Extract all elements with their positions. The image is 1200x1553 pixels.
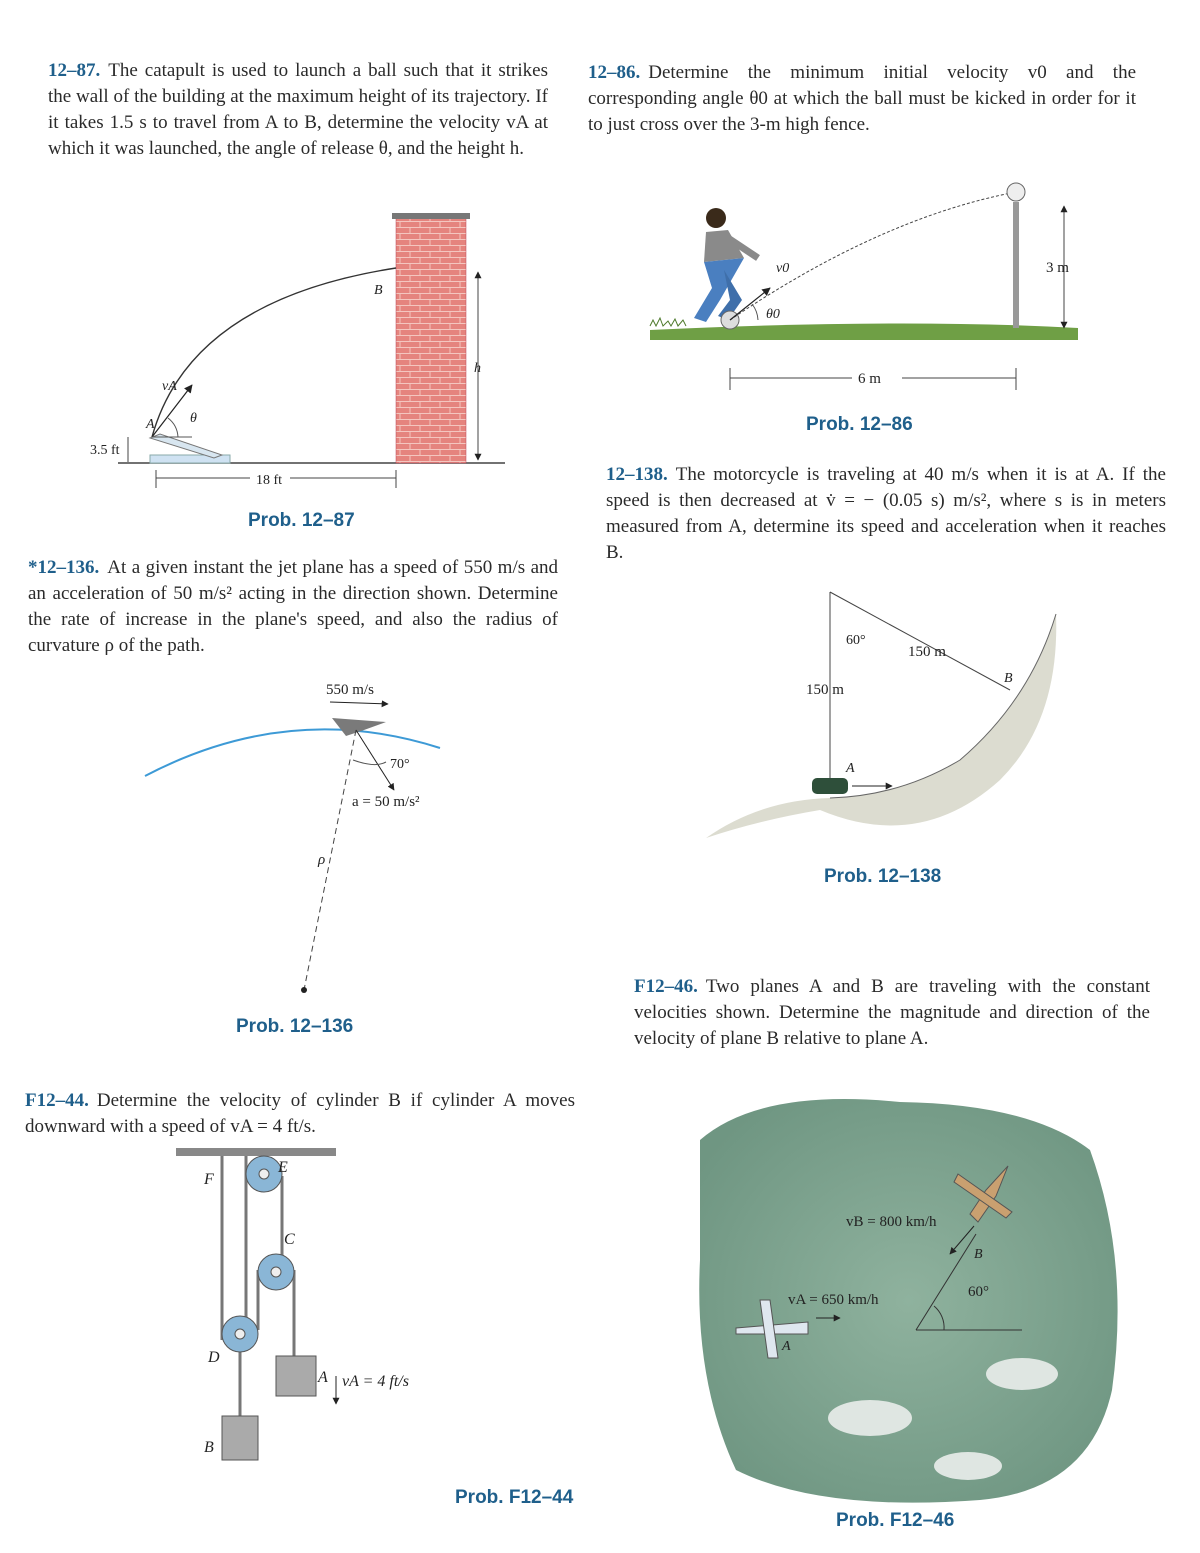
grass-blades	[650, 318, 686, 326]
label-f: F	[204, 1171, 214, 1188]
label-theta0: θ0	[766, 307, 780, 322]
pulley-hub	[259, 1169, 269, 1179]
figure-f12-44	[176, 1148, 409, 1460]
problem-number: F12–44.	[25, 1090, 89, 1111]
label-a: A	[782, 1339, 791, 1354]
cloud	[986, 1358, 1058, 1390]
cylinder-b	[222, 1416, 258, 1460]
caption-12-87: Prob. 12–87	[248, 510, 355, 531]
fence-post	[1013, 202, 1019, 328]
acceleration-arrow	[356, 730, 394, 790]
label-c: C	[284, 1231, 295, 1248]
angle-arc	[752, 304, 758, 320]
cylinder-a	[276, 1356, 316, 1396]
label-speed: 550 m/s	[326, 682, 374, 698]
ball-top	[1007, 183, 1025, 201]
pulley-hub	[235, 1329, 245, 1339]
building-wall	[396, 218, 466, 463]
label-angle: 60°	[968, 1284, 989, 1300]
caption-12-136: Prob. 12–136	[236, 1016, 354, 1037]
radius-line	[304, 730, 356, 990]
label-va: vA	[162, 379, 177, 394]
label-h: h	[474, 361, 481, 376]
label-b: B	[374, 283, 383, 298]
problem-text: The catapult is used to launch a ball such that it strikes the wall of the building at the maximum height of its trajectory. If it takes 1.5 s to travel from A to B, determine the velocity vA at which it was launched, the angle of release θ, and the height h.	[48, 60, 548, 159]
angle-arc	[168, 418, 178, 437]
problem-text: Determine the minimum initial velocity v0 and the corresponding angle θ0 at which the ball must be kicked in order for it to just cross over the 3-m high fence.	[588, 62, 1136, 135]
center-point	[301, 987, 307, 993]
caption-12-86: Prob. 12–86	[806, 414, 913, 435]
pulley-hub	[271, 1267, 281, 1277]
label-angle: 70°	[390, 757, 410, 772]
figure-f12-46	[699, 1099, 1117, 1503]
problem-text: Two planes A and B are traveling with the constant velocities shown. Determine the magnitude and direction of the velocity of plane B relative to plane A.	[634, 976, 1150, 1049]
label-d: D	[208, 1349, 220, 1366]
angle-arc	[353, 760, 386, 765]
figure-12-86	[650, 183, 1078, 390]
label-va: vA = 4 ft/s	[342, 1373, 409, 1390]
label-a: A	[318, 1369, 328, 1386]
problem-number: 12–86.	[588, 62, 641, 83]
label-height: 3.5 ft	[90, 443, 120, 458]
problem-number: *12–136.	[28, 557, 100, 578]
label-vb: vB = 800 km/h	[846, 1214, 937, 1230]
catapult-arm	[150, 434, 222, 458]
label-b: B	[974, 1247, 983, 1262]
track	[706, 614, 1056, 838]
label-radius2: 150 m	[806, 682, 844, 698]
problem-number: F12–46.	[634, 976, 698, 997]
label-dist: 6 m	[858, 371, 881, 387]
label-accel: a = 50 m/s²	[352, 794, 420, 810]
caption-f12-44: Prob. F12–44	[455, 1487, 574, 1508]
problem-text: At a given instant the jet plane has a speed of 550 m/s and an acceleration of 50 m/s² acting in the direction shown. Determine the rate of increase in the plane's speed, and also the radius of curvature ρ of the path.	[28, 557, 558, 656]
figure-12-136	[145, 682, 440, 993]
cloud	[828, 1400, 912, 1436]
label-height: 3 m	[1046, 260, 1069, 276]
problem-text: The motorcycle is traveling at 40 m/s when it is at A. If the speed is then decreased at v̇ = − (0.05 s) m/s², where s is in meters measured from A, determine its speed and acceleration when it reaches B.	[606, 464, 1166, 563]
ball-trajectory	[730, 192, 1016, 320]
trajectory-path	[152, 268, 396, 437]
label-theta: θ	[190, 411, 197, 426]
problem-text: Determine the velocity of cylinder B if cylinder A moves downward with a speed of vA = 4 ft/s.	[25, 1090, 575, 1137]
motorcycle	[812, 778, 848, 794]
label-a: A	[846, 761, 855, 776]
label-a: A	[146, 417, 155, 432]
label-rho: ρ	[318, 852, 326, 868]
label-b: B	[204, 1439, 214, 1456]
caption-12-138: Prob. 12–138	[824, 866, 942, 887]
cloud	[934, 1452, 1002, 1480]
label-b: B	[1004, 671, 1013, 686]
label-dist: 18 ft	[256, 473, 283, 488]
caption-f12-46: Prob. F12–46	[836, 1510, 955, 1531]
figure-12-87	[90, 213, 505, 488]
problem-number: 12–138.	[606, 464, 668, 485]
ceiling	[176, 1148, 336, 1156]
problem-number: 12–87.	[48, 60, 101, 81]
velocity-arrow	[330, 702, 388, 704]
label-va: vA = 650 km/h	[788, 1292, 879, 1308]
label-radius1: 150 m	[908, 644, 946, 660]
label-e: E	[278, 1159, 288, 1176]
label-angle: 60°	[846, 633, 866, 648]
label-v0: v0	[776, 261, 790, 276]
wall-cap	[392, 213, 470, 219]
figure-12-138	[706, 592, 1056, 838]
